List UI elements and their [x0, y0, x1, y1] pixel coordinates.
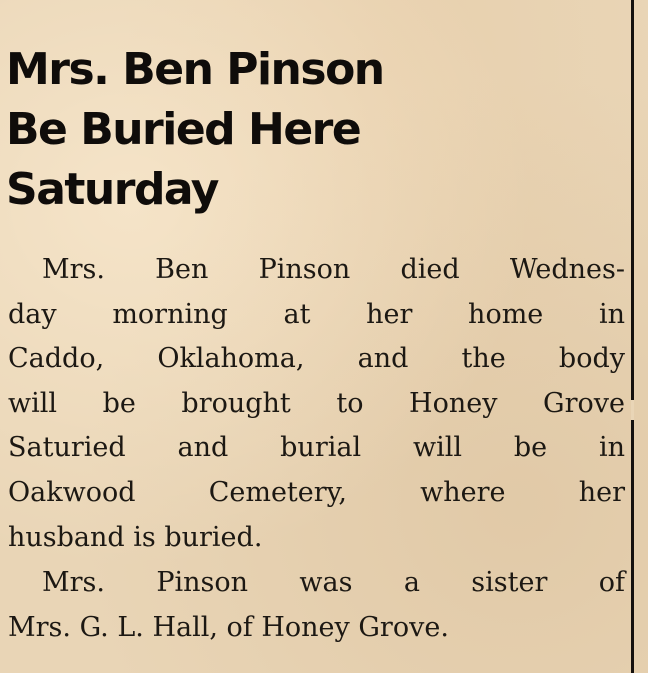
- article-paragraph-1: [8, 248, 625, 560]
- headline: [6, 40, 384, 220]
- paragraph-1-line-3: Caddo, Oklahoma, and the body: [8, 343, 625, 375]
- article-paragraph-2: [8, 561, 625, 650]
- column-rule-break: [631, 400, 634, 420]
- paragraph-1-line-2: day morning at her home in: [8, 298, 625, 330]
- paragraph-2-line-1: Mrs. Pinson was a sister of: [42, 567, 625, 598]
- paragraph-1-line-5: Saturied and burial will be in: [8, 432, 625, 464]
- paragraph-1-line-6: Oakwood Cemetery, where her: [8, 476, 625, 508]
- headline-line-3: Saturday: [6, 164, 218, 215]
- paragraph-1-line-1: Mrs. Ben Pinson died Wednes-: [42, 254, 625, 285]
- column-rule: [631, 0, 634, 673]
- paragraph-1-line-4: will be brought to Honey Grove: [8, 387, 625, 419]
- paragraph-2-line-2: Mrs. G. L. Hall, of Honey Grove.: [8, 611, 449, 643]
- headline-line-2: Be Buried Here: [6, 104, 361, 155]
- paragraph-1-line-7: husband is buried.: [8, 521, 263, 553]
- headline-line-1: Mrs. Ben Pinson: [6, 44, 384, 95]
